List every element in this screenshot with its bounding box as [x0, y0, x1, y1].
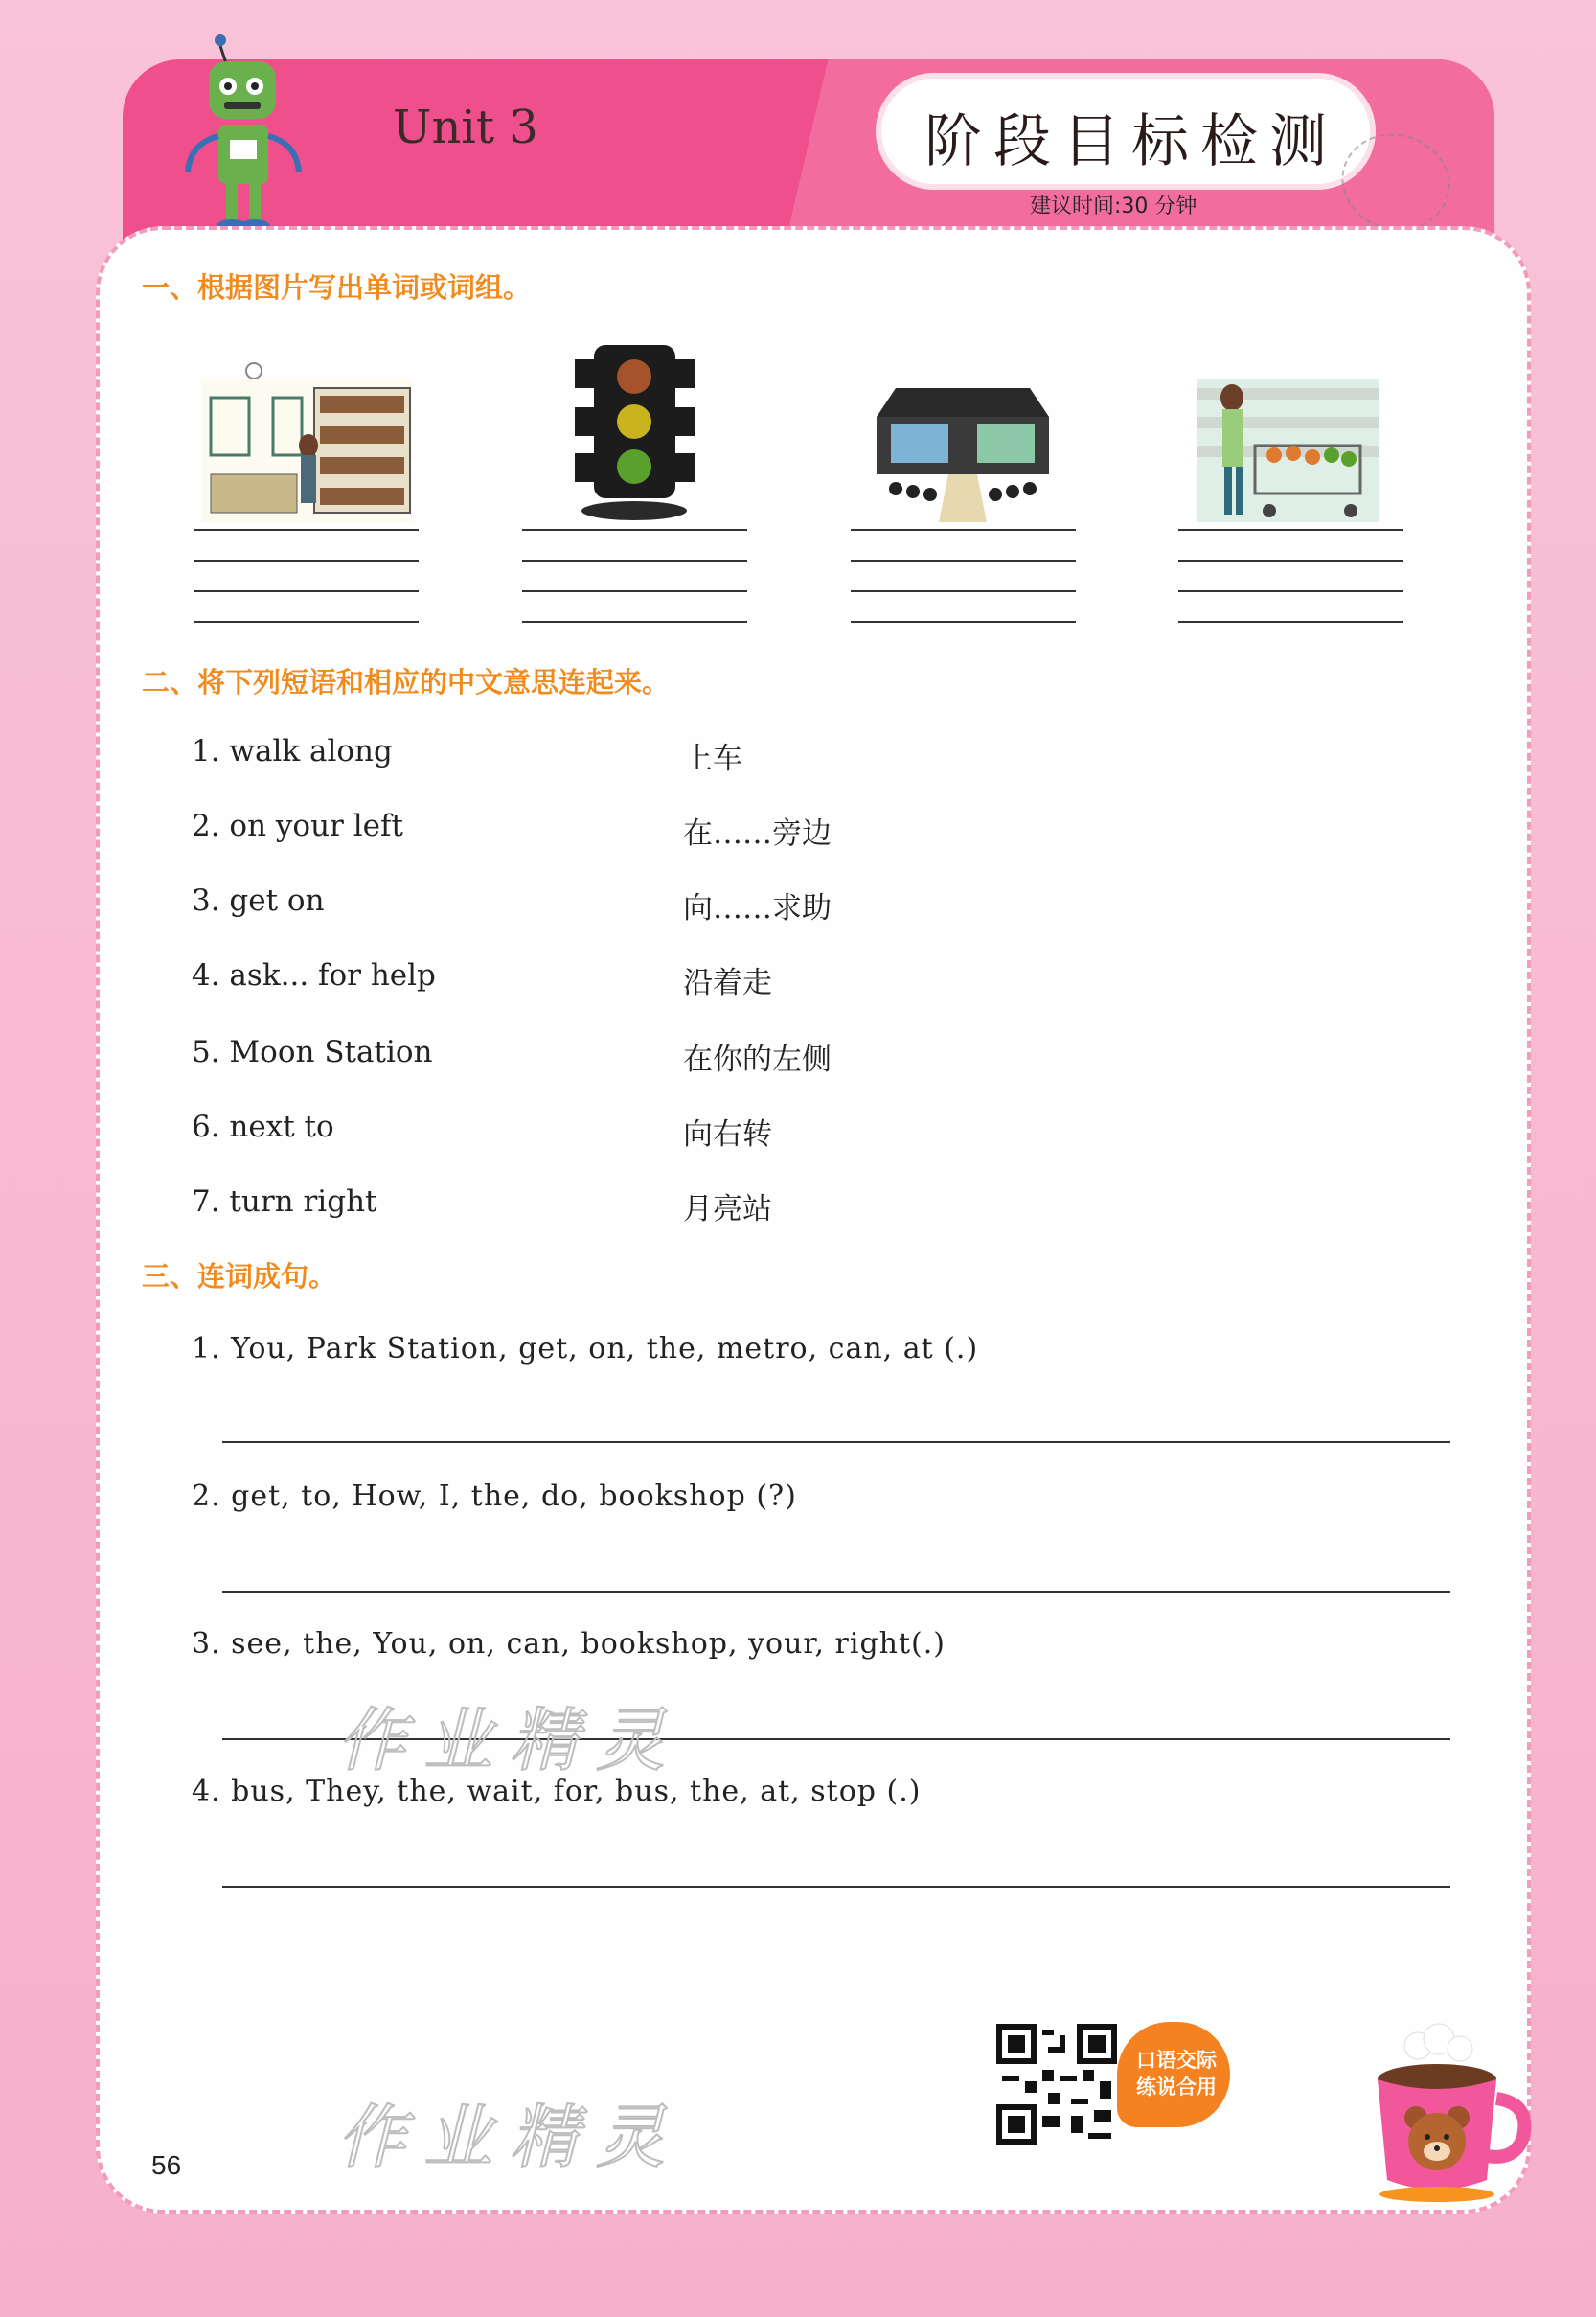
answer-line[interactable] [1178, 560, 1403, 562]
match-english-item: 4. ask... for help [192, 958, 436, 993]
supermarket-picture [1197, 379, 1379, 522]
suggested-time: 建议时间:30 分钟 [1030, 195, 1197, 218]
answer-line[interactable] [1178, 590, 1403, 592]
match-english-item: 3. get on [192, 883, 325, 918]
sentence-answer-line[interactable] [222, 1441, 1450, 1443]
match-chinese-item: 在……旁边 [683, 816, 832, 851]
answer-line[interactable] [522, 590, 747, 592]
bear-cup-icon [1360, 2022, 1533, 2204]
answer-line[interactable] [851, 590, 1076, 592]
qr-code-icon[interactable] [996, 2024, 1117, 2145]
section-1-heading: 一、根据图片写出单词或词组。 [142, 271, 532, 304]
match-chinese-item: 月亮站 [683, 1192, 772, 1227]
answer-line[interactable] [1178, 621, 1403, 623]
page-number: 56 [151, 2150, 182, 2180]
match-english-item: 5. Moon Station [192, 1035, 433, 1069]
library-picture [201, 359, 412, 522]
section-3-heading: 三、连词成句。 [142, 1260, 337, 1293]
sentence-question: 3. see, the, You, on, can, bookshop, your, right(.) [192, 1627, 946, 1661]
match-chinese-item: 向……求助 [683, 891, 832, 926]
answer-line[interactable] [1178, 529, 1403, 531]
match-english-item: 6. next to [192, 1110, 334, 1144]
answer-line[interactable] [522, 621, 747, 623]
match-chinese-item: 在你的左侧 [683, 1043, 832, 1077]
match-chinese-item: 向右转 [683, 1117, 772, 1152]
sentence-question: 2. get, to, How, I, the, do, bookshop (?) [192, 1480, 797, 1513]
section-2-heading: 二、将下列短语和相应的中文意思连起来。 [142, 666, 671, 699]
unit-title: Unit 3 [393, 101, 538, 154]
answer-line[interactable] [194, 621, 419, 623]
answer-line[interactable] [194, 590, 419, 592]
match-english-item: 7. turn right [192, 1184, 377, 1219]
sentence-question: 4. bus, They, the, wait, for, bus, the, at, stop (.) [192, 1775, 922, 1808]
oral-practice-label: 口语交际练说合用 [1136, 2049, 1217, 2099]
sentence-question: 1. You, Park Station, get, on, the, metro, can, at (.) [192, 1332, 979, 1365]
match-chinese-item: 沿着走 [683, 966, 772, 1000]
match-chinese-item: 上车 [683, 742, 742, 776]
answer-line[interactable] [522, 529, 747, 531]
sentence-answer-line[interactable] [222, 1591, 1450, 1593]
cinema-picture [867, 379, 1059, 522]
answer-line[interactable] [194, 560, 419, 562]
answer-line[interactable] [851, 560, 1076, 562]
sentence-answer-line[interactable] [222, 1886, 1450, 1888]
page-title: 阶段目标检测 [924, 108, 1338, 175]
answer-line[interactable] [851, 529, 1076, 531]
match-english-item: 2. on your left [192, 809, 403, 843]
traffic-lights-picture [575, 340, 695, 522]
match-english-item: 1. walk along [192, 734, 393, 769]
robot-icon [180, 29, 305, 235]
content-panel [96, 226, 1531, 2214]
answer-line[interactable] [194, 529, 419, 531]
watermark: 作业精灵 [337, 1700, 683, 1780]
watermark: 作业精灵 [337, 2097, 683, 2177]
answer-line[interactable] [522, 560, 747, 562]
answer-line[interactable] [851, 621, 1076, 623]
